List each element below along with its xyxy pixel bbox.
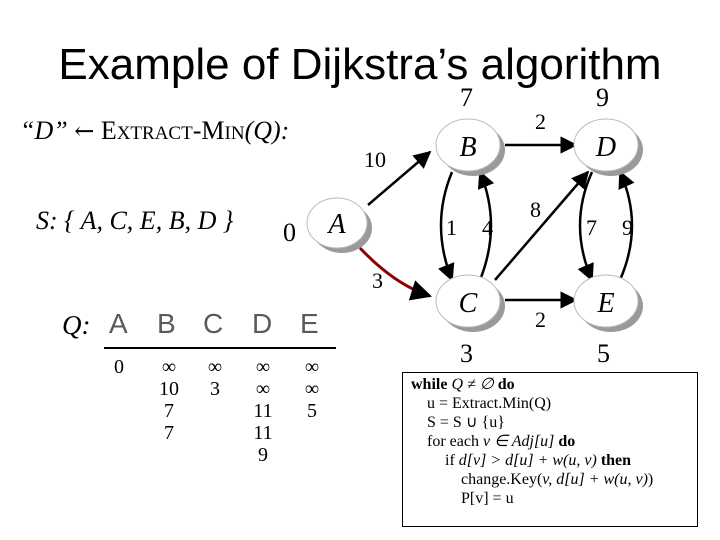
slide-title: Example of Dijkstra’s algorithm: [58, 40, 662, 89]
extract-arg: (Q):: [244, 116, 290, 145]
weight-a-c: 3: [372, 268, 383, 293]
q-letter-a: A: [109, 308, 128, 339]
q-letter-e: E: [300, 308, 319, 339]
edge-a-c: [360, 248, 430, 296]
if-condition: d[v] > d[u] + w(u, v): [458, 452, 597, 469]
weight-b-c: 1: [446, 215, 457, 240]
q-cell: 11: [253, 422, 273, 444]
q-cell: 9: [258, 444, 268, 466]
s-set: S: { A, C, E, B, D }: [36, 206, 234, 235]
extract-dash: -: [192, 116, 202, 145]
dist-label-a: 0: [283, 218, 296, 247]
then-keyword: then: [600, 452, 632, 469]
q-cell: 7: [164, 400, 174, 422]
dist-label-e: 5: [597, 339, 610, 368]
extract-xtract: XTRACT: [116, 123, 193, 144]
code-line-2: u = Extract.Min(Q): [427, 395, 552, 412]
while-keyword: while: [411, 376, 448, 393]
while-condition: Q ≠ ∅: [451, 376, 494, 393]
change-key-call: change.Key(: [461, 471, 543, 488]
weight-d-e: 7: [586, 215, 597, 240]
q-letter-d: D: [252, 308, 273, 339]
node-label-b: B: [459, 132, 477, 163]
for-each-keyword: for each: [427, 433, 479, 450]
code-line-1: [403, 375, 697, 394]
q-cell: ∞: [161, 356, 177, 378]
for-each-range: v ∈ Adj[u]: [482, 433, 555, 450]
change-key-args: v, d[u] + w(u, v): [542, 471, 648, 488]
code-line-4: [403, 432, 697, 451]
left-arrow-icon: ←: [74, 117, 95, 145]
if-keyword: if: [445, 452, 455, 469]
weight-b-d: 2: [535, 109, 546, 134]
q-label: Q:: [62, 310, 91, 340]
extract-in: IN: [224, 123, 245, 144]
q-cell: ∞: [207, 356, 223, 378]
q-letter-b: B: [157, 308, 176, 339]
dist-label-c: 3: [460, 339, 473, 368]
weight-c-d: 8: [530, 197, 541, 222]
edge-c-d: [495, 172, 588, 280]
weight-c-e: 2: [535, 307, 546, 332]
q-cell: ∞: [304, 378, 320, 400]
q-cell: 0: [114, 356, 124, 378]
q-cell: 10: [159, 378, 179, 400]
code-line-3: S = S ∪ {u}: [427, 414, 505, 431]
weight-a-b: 10: [364, 147, 386, 172]
extract-e: E: [100, 116, 117, 145]
node-label-a: A: [328, 209, 346, 240]
q-cell: 11: [253, 400, 273, 422]
d-quote: “D”: [20, 116, 68, 145]
q-cell: 3: [210, 378, 220, 400]
node-label-e: E: [597, 288, 615, 319]
q-cell: ∞: [255, 378, 271, 400]
do-keyword-inner: do: [558, 433, 576, 450]
do-keyword: do: [497, 376, 515, 393]
node-label-d: D: [595, 132, 617, 163]
code-line-5: [403, 451, 697, 470]
change-key-close: ): [647, 471, 654, 488]
weight-c-b: 4: [482, 215, 493, 240]
code-line-7: P[v] = u: [461, 490, 514, 507]
q-cell: ∞: [304, 356, 320, 378]
pseudocode-box: [402, 372, 698, 527]
dist-label-b: 7: [460, 83, 473, 112]
q-cell: 5: [307, 400, 317, 422]
extract-m: M: [201, 116, 225, 145]
dist-label-d: 9: [596, 83, 609, 112]
weight-e-d: 9: [622, 215, 633, 240]
q-cell: 7: [164, 422, 174, 444]
code-line-6: [403, 470, 697, 489]
q-cell: ∞: [255, 356, 271, 378]
q-letter-c: C: [203, 308, 224, 339]
node-label-c: C: [458, 288, 478, 319]
